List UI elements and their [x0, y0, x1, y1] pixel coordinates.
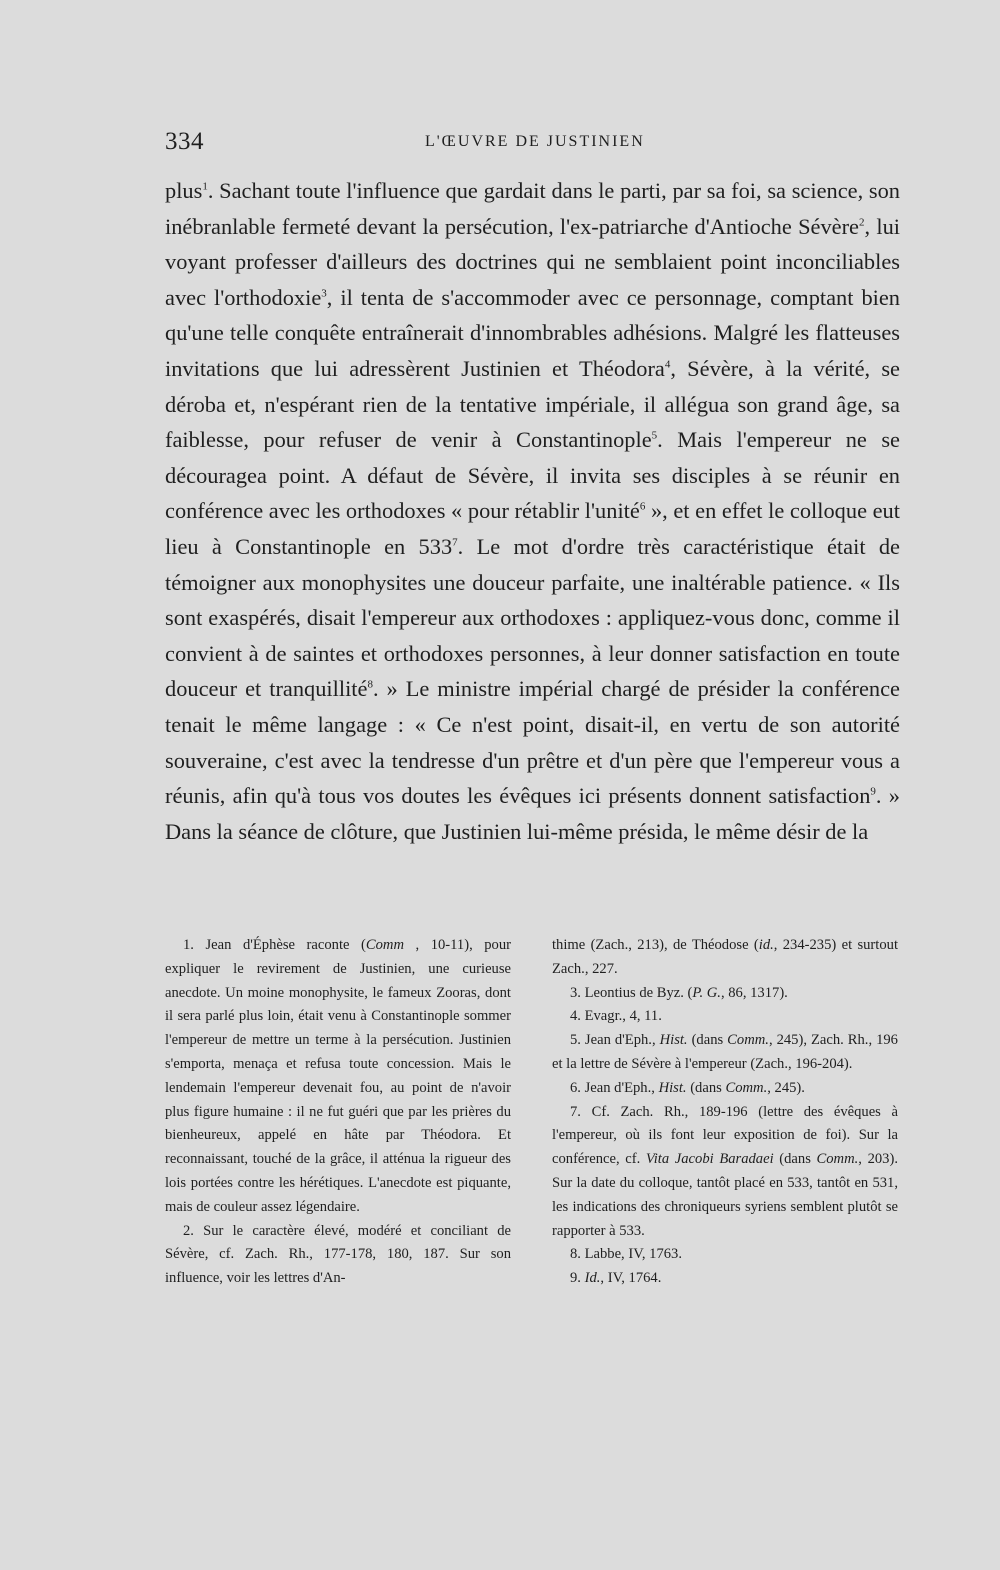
footnote-2: 2. Sur le caractère élevé, modéré et conciliant de Sévère, cf. Zach. Rh., 177-178, 180, 187. Sur son influence, voir les lettres d'An-: [165, 1222, 511, 1287]
body-text: », et en effet le colloque eut lieu à Constantinople en 533: [165, 498, 900, 559]
footnotes-left-column: [165, 934, 511, 1291]
body-text: . Mais l'empereur ne se découragea point. A défaut de Sévère, il invita ses disciples à se réunir en conférence avec les orthodoxes « pour rétablir l'unité: [165, 427, 900, 524]
main-text: [165, 173, 900, 849]
footnote-ref: 4: [664, 358, 671, 371]
footnote-ref: 1: [202, 180, 208, 193]
footnotes-right-column: [552, 934, 898, 1291]
footnote-5: 5. Jean d'Eph., Hist. (dans Comm., 245), Zach. Rh., 196 et la lettre de Sévère à l'empereur (Zach., 196-204).: [552, 1032, 898, 1072]
footnote-2-continued: thime (Zach., 213), de Théodose (id., 234-235) et surtout Zach., 227.: [552, 937, 898, 977]
body-text: . Le mot d'ordre très caractéristique était de témoigner aux monophysites une douceur parfaite, une inaltérable patience. « Ils sont exaspérés, disait l'empereur aux orthodoxes : appliquez-vous donc, comme il convient à de saintes et orthodoxes personnes, à leur donner satisfaction en toute douceur et tranquillité: [165, 533, 900, 702]
page-number: 334: [165, 128, 204, 155]
body-text: , il tenta de s'accommoder avec ce personnage, comptant bien qu'une telle conquête entraînerait d'innombrables adhésions. Malgré les flatteuses invitations que lui adressèrent Justinien et Théodora: [165, 284, 900, 381]
footnote-ref: 9: [870, 785, 876, 798]
body-text: , Sévère, à la vérité, se déroba et, n'espérant rien de la tentative impériale, il allégua son grand âge, sa faiblesse, pour refuser de venir à Constantinople: [165, 355, 900, 453]
body-text: . Sachant toute l'influence que gardait dans le parti, par sa foi, sa science, son inébranlable fermeté devant la persécution, l'ex-patriarche d'Antioche Sévère: [165, 178, 900, 239]
footnote-4: 4. Evagr., 4, 11.: [570, 1008, 662, 1025]
page-header: [165, 128, 900, 158]
footnote-9: 9. Id., IV, 1764.: [570, 1270, 662, 1287]
footnote-ref: 5: [651, 429, 658, 442]
footnote-ref: 2: [859, 216, 865, 229]
footnote-1: 1. Jean d'Éphèse raconte (Comm , 10-11), pour expliquer le revirement de Justinien, une curieuse anecdote. Un moine monophysite, le fameux Zooras, dont il sera parlé plus loin, était venu à Constantinople sommer l'empereur de mettre un terme à la persécution. Justinien s'emporta, menaça et refusa toute concession. Mais le lendemain l'empereur devenait fou, au point de n'avoir plus figure humaine : il ne fut guéri que par les prières du bienheureux, appelé en hâte par Théodora. Et reconnaissant, touché de la grâce, il atténua la rigueur des lois portées contre les hérétiques. L'anecdote est piquante, mais de couleur assez légendaire.: [165, 937, 511, 1215]
footnote-ref: 6: [639, 500, 646, 513]
body-text: plus: [165, 178, 203, 203]
running-title: L'ŒUVRE DE JUSTINIEN: [425, 133, 645, 150]
body-text: , lui voyant professer d'ailleurs des doctrines qui ne semblaient point inconciliables avec l'orthodoxie: [165, 213, 900, 310]
footnote-ref: 8: [367, 678, 373, 691]
body-text: . » Le ministre impérial chargé de présider la conférence tenait le même langage : « Ce n'est point, disait-il, en vertu de son autorité souveraine, c'est avec la tendresse d'un prêtre et d'un père que l'empereur vous a réunis, afin qu'à tous vos doutes les évêques ici présents donnent satisfaction: [165, 676, 900, 809]
footnote-7: 7. Cf. Zach. Rh., 189-196 (lettre des évêques à l'empereur, où ils font leur exposition de foi). Sur la conférence, cf. Vita Jacobi Baradaei (dans Comm., 203). Sur la date du colloque, tantôt placé en 533, tantôt en 531, les indications des chroniqueurs syriens semblent plutôt se rapporter à 533.: [552, 1103, 898, 1239]
footnote-ref: 3: [321, 287, 327, 300]
footnote-3: 3. Leontius de Byz. (P. G., 86, 1317).: [570, 984, 788, 1001]
footnote-ref: 7: [452, 536, 458, 549]
footnote-8: 8. Labbe, IV, 1763.: [570, 1246, 683, 1263]
body-text: . » Dans la séance de clôture, que Justinien lui-même présida, le même désir de la: [165, 783, 901, 844]
footnote-6: 6. Jean d'Eph., Hist. (dans Comm., 245).: [570, 1079, 805, 1096]
body-paragraph: [165, 173, 900, 849]
